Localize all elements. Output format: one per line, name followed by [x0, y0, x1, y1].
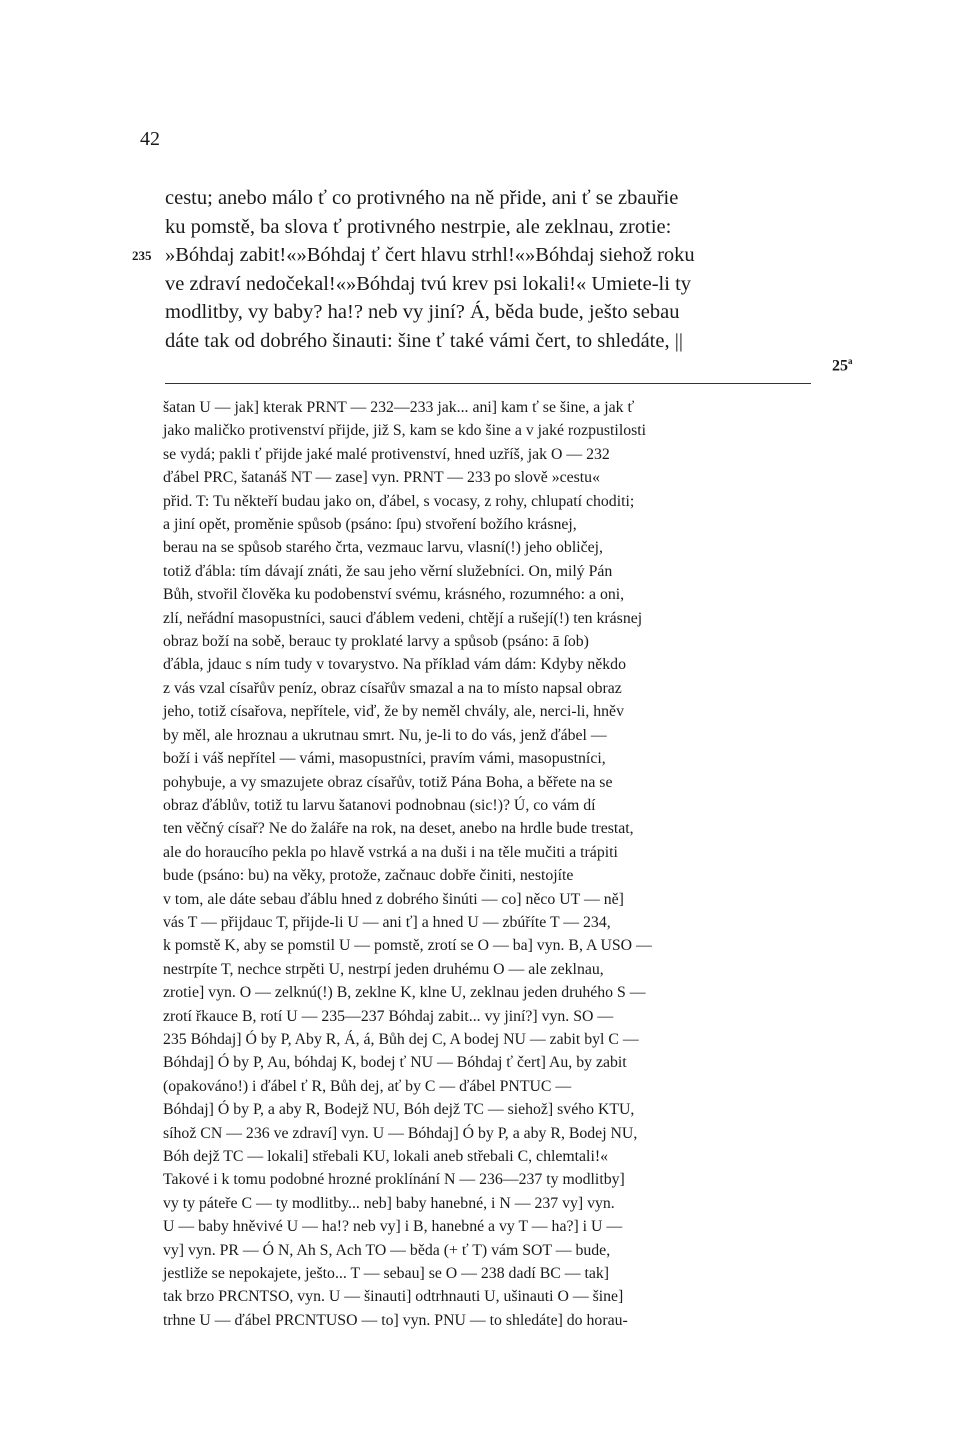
apparatus-line: zlí, neřádní masopustníci, sauci ďáblem vedeni, chtějí a rušejí(!) ten krásnej [163, 609, 643, 627]
apparatus-line: vy] vyn. PR — Ó N, Ah S, Ach TO — běda (+ ť T) vám SOT — bude, [163, 1241, 611, 1259]
folio-number: 25 [832, 357, 848, 375]
apparatus-line: v tom, ale dáte sebau ďáblu hned z dobrého šinúti — co] něco UT — ně] [163, 890, 624, 908]
main-text-line: »Bóhdaj zabit!«»Bóhdaj ť čert hlavu strhl!«»Bóhdaj siehož roku [165, 244, 695, 267]
apparatus-line: obraz boží na sobě, berauc ty proklaté larvy a spůsob (psáno: ā ſob) [163, 633, 589, 651]
apparatus-line: ten věčný císař? Ne do žaláře na rok, na deset, anebo na hrdle bude trestat, [163, 820, 634, 838]
apparatus-line: totiž ďábla: tím dávají znáti, že sau jeho věrní služebníci. On, milý Pán [163, 562, 613, 580]
apparatus-line: pohybuje, a vy smazujete obraz císařův, totiž Pána Boha, a běřete na se [163, 773, 613, 791]
apparatus-line: přid. T: Tu někteří budau jako on, ďábel, s vocasy, z rohy, chlupatí choditi; [163, 492, 635, 510]
page-number: 42 [140, 128, 160, 150]
apparatus-line: ďábla, jdauc s ním tudy v tovarystvo. Na příklad vám dám: Kdyby někdo [163, 656, 626, 674]
apparatus-line: U — baby hněvivé U — ha!? neb vy] i B, hanebné a vy T — ha?] i U — [163, 1218, 623, 1236]
apparatus-line: jako maličko protivenství přijde, již S, kam se kdo šine a v jaké rozpustilosti [163, 422, 647, 440]
main-text-line-with-margin [132, 241, 815, 270]
apparatus-divider [165, 383, 811, 384]
apparatus-line: se vydá; pakli ť přijde jaké malé protivenství, hned uzříš, jak O — 232 [163, 445, 610, 463]
apparatus-line: tak brzo PRCNTSO, vyn. U — šinauti] odtrhnauti U, ušinauti O — šine] [163, 1288, 624, 1306]
apparatus-line: síhož CN — 236 ve zdraví] vyn. U — Bóhdaj] Ó by P, a aby R, Bodej NU, [163, 1124, 638, 1142]
main-text [132, 184, 815, 356]
apparatus-line: obraz ďáblův, totiž tu larvu šatanovi podnobnau (sic!)? Ú, co vám dí [163, 796, 596, 814]
apparatus-line: ďábel PRC, šatanáš NT — zase] vyn. PRNT — 233 po slově »cestu« [163, 469, 600, 487]
apparatus-line: boží i váš nepřítel — vámi, masopustníci, pravím vámi, masopustníci, [163, 750, 606, 768]
apparatus-line: by měl, ale hroznau a ukrutnau smrt. Nu, je-li to do vás, jenž ďábel — [163, 726, 607, 744]
main-text-line: ve zdraví nedočekal!«»Bóhdaj tvú krev psi lokali!« Umiete-li ty [165, 272, 692, 295]
apparatus-line: nestrpíte T, nechce strpěti U, nestrpí jeden druhému O — ale zeklnau, [163, 960, 604, 978]
main-text-line: modlitby, vy baby? ha!? neb vy jiní? Á, běda bude, ješto sebau [165, 301, 680, 324]
main-text-line: cestu; anebo málo ť co protivného na ně přide, ani ť se zbauřie [165, 187, 679, 209]
main-text-line: ku pomstě, ba slova ť protivného nestrpie, ale zeklnau, zrotie: [165, 215, 672, 238]
folio-reference [832, 356, 853, 375]
apparatus-line: zrotí řkauce B, rotí U — 235—237 Bóhdaj zabit... vy jiní?] vyn. SO — [163, 1007, 614, 1025]
critical-apparatus [163, 396, 817, 1332]
apparatus-line: berau na se spůsob starého črta, vezmauc larvu, vlasní(!) jeho obličej, [163, 539, 603, 557]
apparatus-line: 235 Bóhdaj] Ó by P, Aby R, Á, á, Bůh dej C, A bodej NU — zabit byl C — [163, 1030, 639, 1048]
folio-side: a [848, 356, 853, 366]
apparatus-line: bude (psáno: bu) na věky, protože, začnauc dobře činiti, nestojíte [163, 867, 574, 885]
apparatus-line: a jiní opět, proměnie spůsob (psáno: ſpu) stvoření božího krásnej, [163, 516, 577, 534]
apparatus-line: Bóhdaj] Ó by P, Au, bóhdaj K, bodej ť NU — Bóhdaj ť čert] Au, by zabit [163, 1054, 627, 1072]
apparatus-line: vy ty páteře C — ty modlitby... neb] baby hanebné, i N — 237 vy] vyn. [163, 1194, 615, 1212]
apparatus-line: (opakováno!) i ďábel ť R, Bůh dej, ať by C — ďábel PNTUC — [163, 1077, 572, 1095]
margin-line-number: 235 [132, 248, 152, 264]
apparatus-line: Bůh, stvořil člověka ku podobenství svému, krásného, rozumného: a oni, [163, 586, 625, 604]
main-text-line: dáte tak od dobrého šinauti: šine ť také vámi čert, to shledáte, || [165, 329, 683, 352]
apparatus-line: ale do horaucího pekla po hlavě vstrká a na duši i na těle mučiti a trápiti [163, 843, 618, 861]
apparatus-line: šatan U — jak] kterak PRNT — 232—233 jak... ani] kam ť se šine, a jak ť [163, 399, 635, 416]
apparatus-line: jeho, totiž císařova, nepřítele, viď, že by neměl chvály, ale, nerci-li, hněv [163, 703, 624, 721]
apparatus-line: k pomstě K, aby se pomstil U — pomstě, zrotí se O — ba] vyn. B, A USO — [163, 937, 652, 955]
apparatus-line: trhne U — ďábel PRCNTUSO — to] vyn. PNU — to shledáte] do horau- [163, 1311, 628, 1329]
apparatus-line: z vás vzal císařův peníz, obraz císařův smazal a na to místo napsal obraz [163, 679, 622, 697]
apparatus-line: jestliže se nepokajete, ješto... T — sebau] se O — 238 dadí BC — tak] [163, 1265, 610, 1283]
apparatus-line: Takové i k tomu podobné hrozné proklínání N — 236—237 ty modlitby] [163, 1171, 625, 1189]
apparatus-line: zrotie] vyn. O — zelknú(!) B, zeklne K, klne U, zeklnau jeden druhého S — [163, 984, 646, 1002]
apparatus-line: vás T — přijdauc T, přijde-li U — ani ť] a hned U — zbúříte T — 234, [163, 913, 611, 931]
apparatus-line: Bóhdaj] Ó by P, a aby R, Bodejž NU, Bóh dejž TC — siehož] svého KTU, [163, 1101, 635, 1119]
apparatus-line: Bóh dejž TC — lokali] střebali KU, lokali aneb střebali C, chlemtali!« [163, 1148, 608, 1165]
